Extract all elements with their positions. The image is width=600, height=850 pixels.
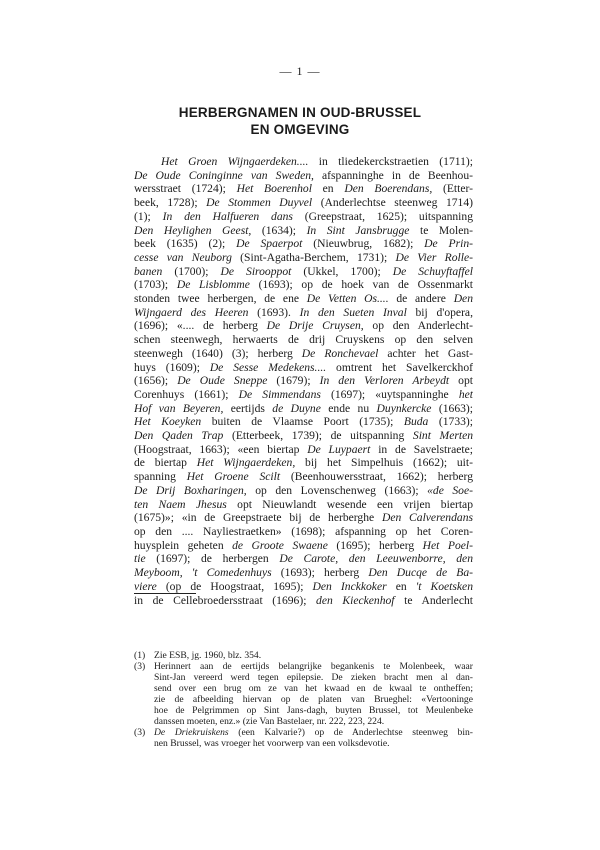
- text-run: beek (1635) (2);: [134, 237, 237, 251]
- text-run: Zie ESB, jg. 1960, blz. 354.: [154, 650, 262, 661]
- footnote-line: [154, 727, 473, 738]
- text-run: buiten de Vlaamse Poort (1735);: [201, 415, 404, 429]
- text-run: (een Kalvarie?) op de Anderlechtse steenweg bin-: [228, 727, 473, 738]
- text-run: (Beenhouwersstraat, 1662); herberg: [280, 470, 473, 484]
- body-line: [134, 580, 473, 594]
- text-run: stonden twee herbergen, de ene: [134, 292, 307, 306]
- italic-name: Wijngaerd des Heeren: [134, 305, 249, 319]
- italic-name: Het Poel-: [422, 538, 473, 552]
- text-run: (Greepstraat, 1625); uitspanning: [292, 209, 473, 223]
- italic-name: Het Groene Scilt: [186, 470, 281, 484]
- italic-name: De Oude Sneppe: [177, 374, 268, 388]
- text-run: (1697); de herbergen: [145, 552, 280, 566]
- italic-name: banen: [134, 264, 163, 278]
- text-run: (Etterbeek, 1739); de uitspanning: [223, 429, 413, 443]
- footnote-text: [154, 727, 473, 749]
- body-line: [134, 470, 473, 484]
- italic-name: In den Sueten Inval: [299, 305, 407, 319]
- italic-name: De Vier Rolle-: [395, 250, 473, 264]
- footnote-line: [154, 683, 473, 694]
- body-line: [134, 498, 473, 512]
- text-run: en: [311, 182, 345, 196]
- italic-name: Meyboom, 't Comedenhuys: [134, 566, 272, 580]
- italic-name: De Sirooppot: [220, 264, 292, 278]
- italic-name: In Sint Jansbrugge: [306, 223, 410, 237]
- body-line: [134, 443, 473, 457]
- text-run: (1634);: [251, 223, 307, 237]
- italic-name: cesse van Neuborg: [134, 250, 232, 264]
- text-run: Corenhuys (1661);: [134, 387, 239, 401]
- italic-name: Den Heylighen Geest,: [134, 223, 252, 237]
- text-run: bij het Simpelhuis (1662); uit-: [295, 456, 473, 470]
- italic-name: Het Wijngaerdeken,: [196, 456, 296, 470]
- text-run: (Sint-Agatha-Berchem, 1731);: [231, 250, 396, 264]
- body-line: [134, 333, 473, 347]
- body-line: [134, 169, 473, 183]
- body-line: [134, 155, 473, 169]
- text-run: opt Nieuwlandt wesende een vrijen biertap: [226, 497, 473, 511]
- text-run: wersstraet (1724);: [134, 182, 237, 196]
- text-run: beek, 1728);: [134, 196, 207, 210]
- text-run: (1697); «uytspanninghe: [320, 387, 459, 401]
- italic-name: De Vetten Os....: [306, 292, 389, 306]
- footnote: [134, 661, 473, 727]
- text-run: huys (1609);: [134, 360, 210, 374]
- footnote-line: [154, 650, 473, 661]
- italic-name: De Drij Boxharingen,: [134, 483, 247, 497]
- text-run: (Anderlechtse steenweg 1714): [312, 196, 473, 210]
- text-run: (1693); op de hoek van de Ossenmarkt: [249, 278, 473, 292]
- italic-name: Den Inckkoker: [312, 579, 387, 593]
- text-run: (1663);: [431, 401, 473, 415]
- body-line: [134, 525, 473, 539]
- italic-name: de Groote Swaene: [232, 538, 328, 552]
- footnotes: [134, 650, 473, 749]
- text-run: in tliedekerckstraetien (1711);: [308, 155, 473, 168]
- body-line: [134, 361, 473, 375]
- body-line: [134, 552, 473, 566]
- italic-name: «de Soe-: [427, 483, 473, 497]
- italic-name: De Simmendans: [238, 387, 321, 401]
- text-run: huysplein geheten: [134, 538, 233, 552]
- text-run: (Hoogstraat, 1663); «een biertap: [134, 442, 308, 456]
- text-run: (Ukkel, 1700);: [291, 264, 393, 278]
- body-line: [134, 237, 473, 251]
- body-line: [134, 566, 473, 580]
- italic-name: Het Groen Wijngaerdeken....: [161, 155, 309, 168]
- text-run: (1700);: [162, 264, 221, 278]
- italic-name: Het Boerenhol: [236, 182, 312, 196]
- body-line: [134, 306, 473, 320]
- body-line: [134, 196, 473, 210]
- text-run: (1703);: [134, 278, 177, 292]
- text-run: steenwegh (1640) (3); herberg: [134, 346, 302, 360]
- italic-name: De Oude Coninginne van Sweden,: [134, 168, 314, 182]
- body-line: [134, 278, 473, 292]
- text-run: op den Lovenschenweg (1663);: [246, 483, 428, 497]
- text-run: send over een brug om ze van het kwaad en de kwaal te ontheffen;: [154, 683, 473, 694]
- italic-name: tie: [134, 552, 146, 566]
- text-run: (1695); herberg: [327, 538, 423, 552]
- text-run: zie de afbeelding hiervan op de platen van Brueghel: «Vertooninge: [154, 694, 473, 705]
- page-title: [0, 104, 600, 138]
- text-run: op den Anderlecht-: [363, 319, 473, 333]
- italic-name: den Kieckenhof: [316, 593, 395, 607]
- text-run: (1733);: [428, 415, 473, 429]
- italic-name: De Ronchevael: [301, 346, 379, 360]
- body-line: [134, 319, 473, 333]
- footnote: [134, 727, 473, 749]
- footnote-text: [154, 661, 473, 727]
- footnote-divider: [134, 593, 196, 594]
- text-run: in de Savelstraete;: [370, 442, 473, 456]
- footnote-number: (1): [134, 650, 146, 661]
- body-line: [134, 251, 473, 265]
- italic-name: Den Calverendans: [381, 511, 473, 525]
- body-line: [134, 292, 473, 306]
- text-run: in de Cellebroedersstraat (1696);: [134, 593, 317, 607]
- text-run: (1675)»; «in de Greepstraete bij de herberghe: [134, 511, 382, 525]
- italic-name: Den Qaden Trap: [134, 429, 224, 443]
- footnote-line: [154, 738, 473, 749]
- italic-name: Duynkercke: [376, 401, 432, 415]
- body-line: [134, 224, 473, 238]
- italic-name: De Driekruiskens: [154, 727, 229, 738]
- text-run: (1693).: [248, 305, 300, 319]
- text-run: (1693); herberg: [271, 566, 369, 580]
- italic-name: viere: [134, 579, 157, 593]
- text-run: achter het Gast-: [378, 346, 473, 360]
- italic-name: het: [458, 387, 473, 401]
- text-run: (1656);: [134, 374, 178, 388]
- italic-name: De Stommen Duyvel: [206, 196, 313, 210]
- italic-name: Hof van Beyeren,: [134, 401, 224, 415]
- body-line: [134, 374, 473, 388]
- body-line: [134, 594, 473, 608]
- italic-name: Sint Merten: [412, 429, 473, 443]
- text-run: te Anderlecht: [394, 593, 473, 607]
- page-number: — 1 —: [279, 64, 321, 78]
- text-run: opt: [449, 374, 473, 388]
- footnote-line: [154, 694, 473, 705]
- text-run: spanning: [134, 470, 187, 484]
- text-run: bij d'opera,: [406, 305, 473, 319]
- text-run: (1679);: [267, 374, 320, 388]
- text-run: de biertap: [134, 456, 197, 470]
- body-line: [134, 347, 473, 361]
- italic-name: Buda: [403, 415, 429, 429]
- italic-name: De Spaerpot: [236, 237, 303, 251]
- italic-name: ten Naem Jhesus: [134, 497, 227, 511]
- text-run: Sint-Jan vereerd werd tegen epilepsie. De zieken bracht men al dan-: [154, 672, 473, 683]
- italic-name: De Schuyftaffel: [392, 264, 473, 278]
- text-run: (Nieuwbrug, 1682);: [302, 237, 425, 251]
- body-line: [134, 539, 473, 553]
- footnote-text: [154, 650, 473, 661]
- footnote-line: [154, 705, 473, 716]
- footnote-number: (3): [134, 661, 146, 672]
- body-line: [134, 429, 473, 443]
- italic-name: In den Verloren Arbeydt: [319, 374, 450, 388]
- title-line-1: HERBERGNAMEN IN OUD-BRUSSEL: [178, 105, 422, 120]
- body-line: [134, 456, 473, 470]
- italic-name: De Luypaert: [307, 442, 371, 456]
- text-run: nen Brussel, was vroeger het voorwerp van een volksdevotie.: [154, 738, 390, 749]
- italic-name: Het Koeyken: [134, 415, 202, 429]
- text-run: Herinnert aan de eertijds belangrijke begankenis te Molenbeek, waar: [154, 661, 473, 672]
- text-run: schen steenwegh, herwaerts de drij Cruyskens op den selven: [134, 333, 473, 347]
- text-run: (Etter-: [432, 182, 473, 196]
- italic-name: Den Boerendans,: [344, 182, 433, 196]
- text-run: hoe de Pelgrimmen op Sint Jans-dagh, buyten Brussel, tot Meulenbeke: [154, 705, 473, 716]
- title-line-2: EN OMGEVING: [250, 122, 350, 137]
- italic-name: De Lisblomme: [176, 278, 250, 292]
- text-run: (1696); «.... de herberg: [134, 319, 267, 333]
- body-line: [134, 484, 473, 498]
- text-run: afspanninghe in de Beenhou-: [313, 168, 473, 182]
- footnote-line: [154, 672, 473, 683]
- italic-name: Den: [453, 292, 473, 306]
- body-line: [134, 415, 473, 429]
- text-run: eertijds: [223, 401, 273, 415]
- text-run: (1);: [134, 209, 163, 223]
- body-line: [134, 210, 473, 224]
- body-line: [134, 511, 473, 525]
- text-run: de andere: [388, 292, 454, 306]
- text-run: ende nu: [320, 401, 377, 415]
- italic-name: De Carote, den Leeuwenborre, den: [279, 552, 473, 566]
- italic-name: De Drije Cruysen,: [266, 319, 364, 333]
- italic-name: Den Ducqe de Ba-: [368, 566, 473, 580]
- italic-name: 't Koetsken: [415, 579, 473, 593]
- body-line: [134, 402, 473, 416]
- text-run: te Molen-: [409, 223, 473, 237]
- body-line: [134, 265, 473, 279]
- text-run: omtrent het Savelkerckhof: [326, 360, 473, 374]
- footnote-line: [154, 661, 473, 672]
- text-run: (op de Hoogstraat, 1695);: [156, 579, 313, 593]
- footnote-number: (3): [134, 727, 146, 738]
- italic-name: De Sesse Medekens....: [209, 360, 327, 374]
- italic-name: In den Halfueren dans: [162, 209, 293, 223]
- body-line: [134, 388, 473, 402]
- footnote: [134, 650, 473, 661]
- footnote-line: [154, 716, 473, 727]
- text-run: en: [386, 579, 416, 593]
- italic-name: De Prin-: [424, 237, 473, 251]
- body-text: [134, 155, 473, 607]
- italic-name: de Duyne: [272, 401, 321, 415]
- body-line: [134, 182, 473, 196]
- text-run: danssen moeten, enz.» (zie Van Bastelaer, nr. 222, 223, 224.: [154, 716, 385, 727]
- text-run: op den .... Nayliestraetken» (1698); afspanning op het Coren-: [134, 524, 473, 538]
